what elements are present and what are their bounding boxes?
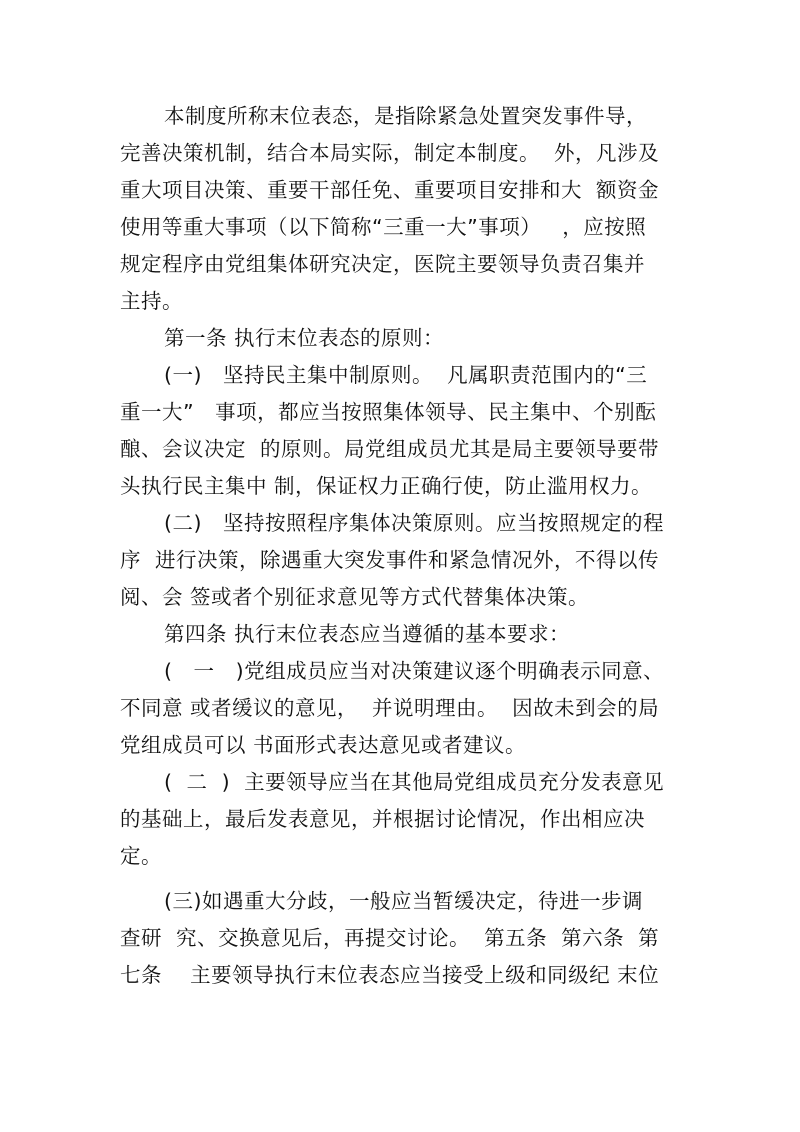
- paragraph-line: 重大项目决策、重要干部任免、重要项目安排和大 额资金: [120, 178, 660, 202]
- paragraph-line: 的基础上，最后发表意见，并根据讨论情况，作出相应决: [120, 807, 645, 831]
- paragraph-line: 阅、会 签或者个别征求意见等方式代替集体决策。: [120, 585, 590, 609]
- paragraph-line: (二) 坚持按照程序集体决策原则。应当按照规定的程: [164, 511, 665, 535]
- paragraph-line: 定。: [120, 844, 162, 868]
- paragraph-line: ( 二 ) 主要领导应当在其他局党组成员充分发表意见: [164, 770, 665, 794]
- paragraph-line: 序 进行决策，除遇重大突发事件和紧急情况外，不得以传: [120, 548, 660, 572]
- paragraph-line: 七条 主要领导执行末位表态应当接受上级和同级纪 末位: [120, 963, 660, 987]
- paragraph-line: 头执行民主集中 制，保证权力正确行使，防止滥用权力。: [120, 474, 653, 498]
- paragraph-line: 查研 究、交换意见后，再提交讨论。 第五条 第六条 第: [120, 926, 660, 950]
- paragraph-line: 党组成员可以 书面形式表达意见或者建议。: [120, 733, 527, 757]
- paragraph-line: 主持。: [120, 289, 183, 313]
- paragraph-gap: [120, 875, 688, 883]
- paragraph-line: (三)如遇重大分歧，一般应当暂缓决定，待进一步调: [164, 889, 643, 913]
- document-body: [120, 98, 688, 994]
- paragraph-line: 完善决策机制，结合本局实际，制定本制度。 外，凡涉及: [120, 141, 660, 165]
- paragraph-line: 本制度所称末位表态，是指除紧急处置突发事件导，: [164, 104, 647, 128]
- paragraph-line: 规定程序由党组集体研究决定，医院主要领导负责召集并: [120, 252, 645, 276]
- paragraph-line: ( 一 )党组成员应当对决策建议逐个明确表示同意、: [164, 659, 665, 683]
- paragraph-line: 使用等重大事项（以下简称“三重一大”事项） ，应按照: [120, 215, 647, 239]
- article-heading: 第四条 执行末位表态应当遵循的基本要求：: [164, 622, 571, 646]
- paragraph-line: 不同意 或者缓议的意见， 并说明理由。 因故未到会的局: [120, 696, 660, 720]
- article-heading: 第一条 执行末位表态的原则：: [164, 326, 445, 350]
- paragraph-line: 重一大” 事项，都应当按照集体领导、民主集中、个别酝: [120, 400, 657, 424]
- paragraph-line: (一) 坚持民主集中制原则。 凡属职责范围内的“三: [164, 363, 648, 387]
- paragraph-line: 酿、会议决定 的原则。局党组成员尤其是局主要领导要带: [120, 437, 660, 461]
